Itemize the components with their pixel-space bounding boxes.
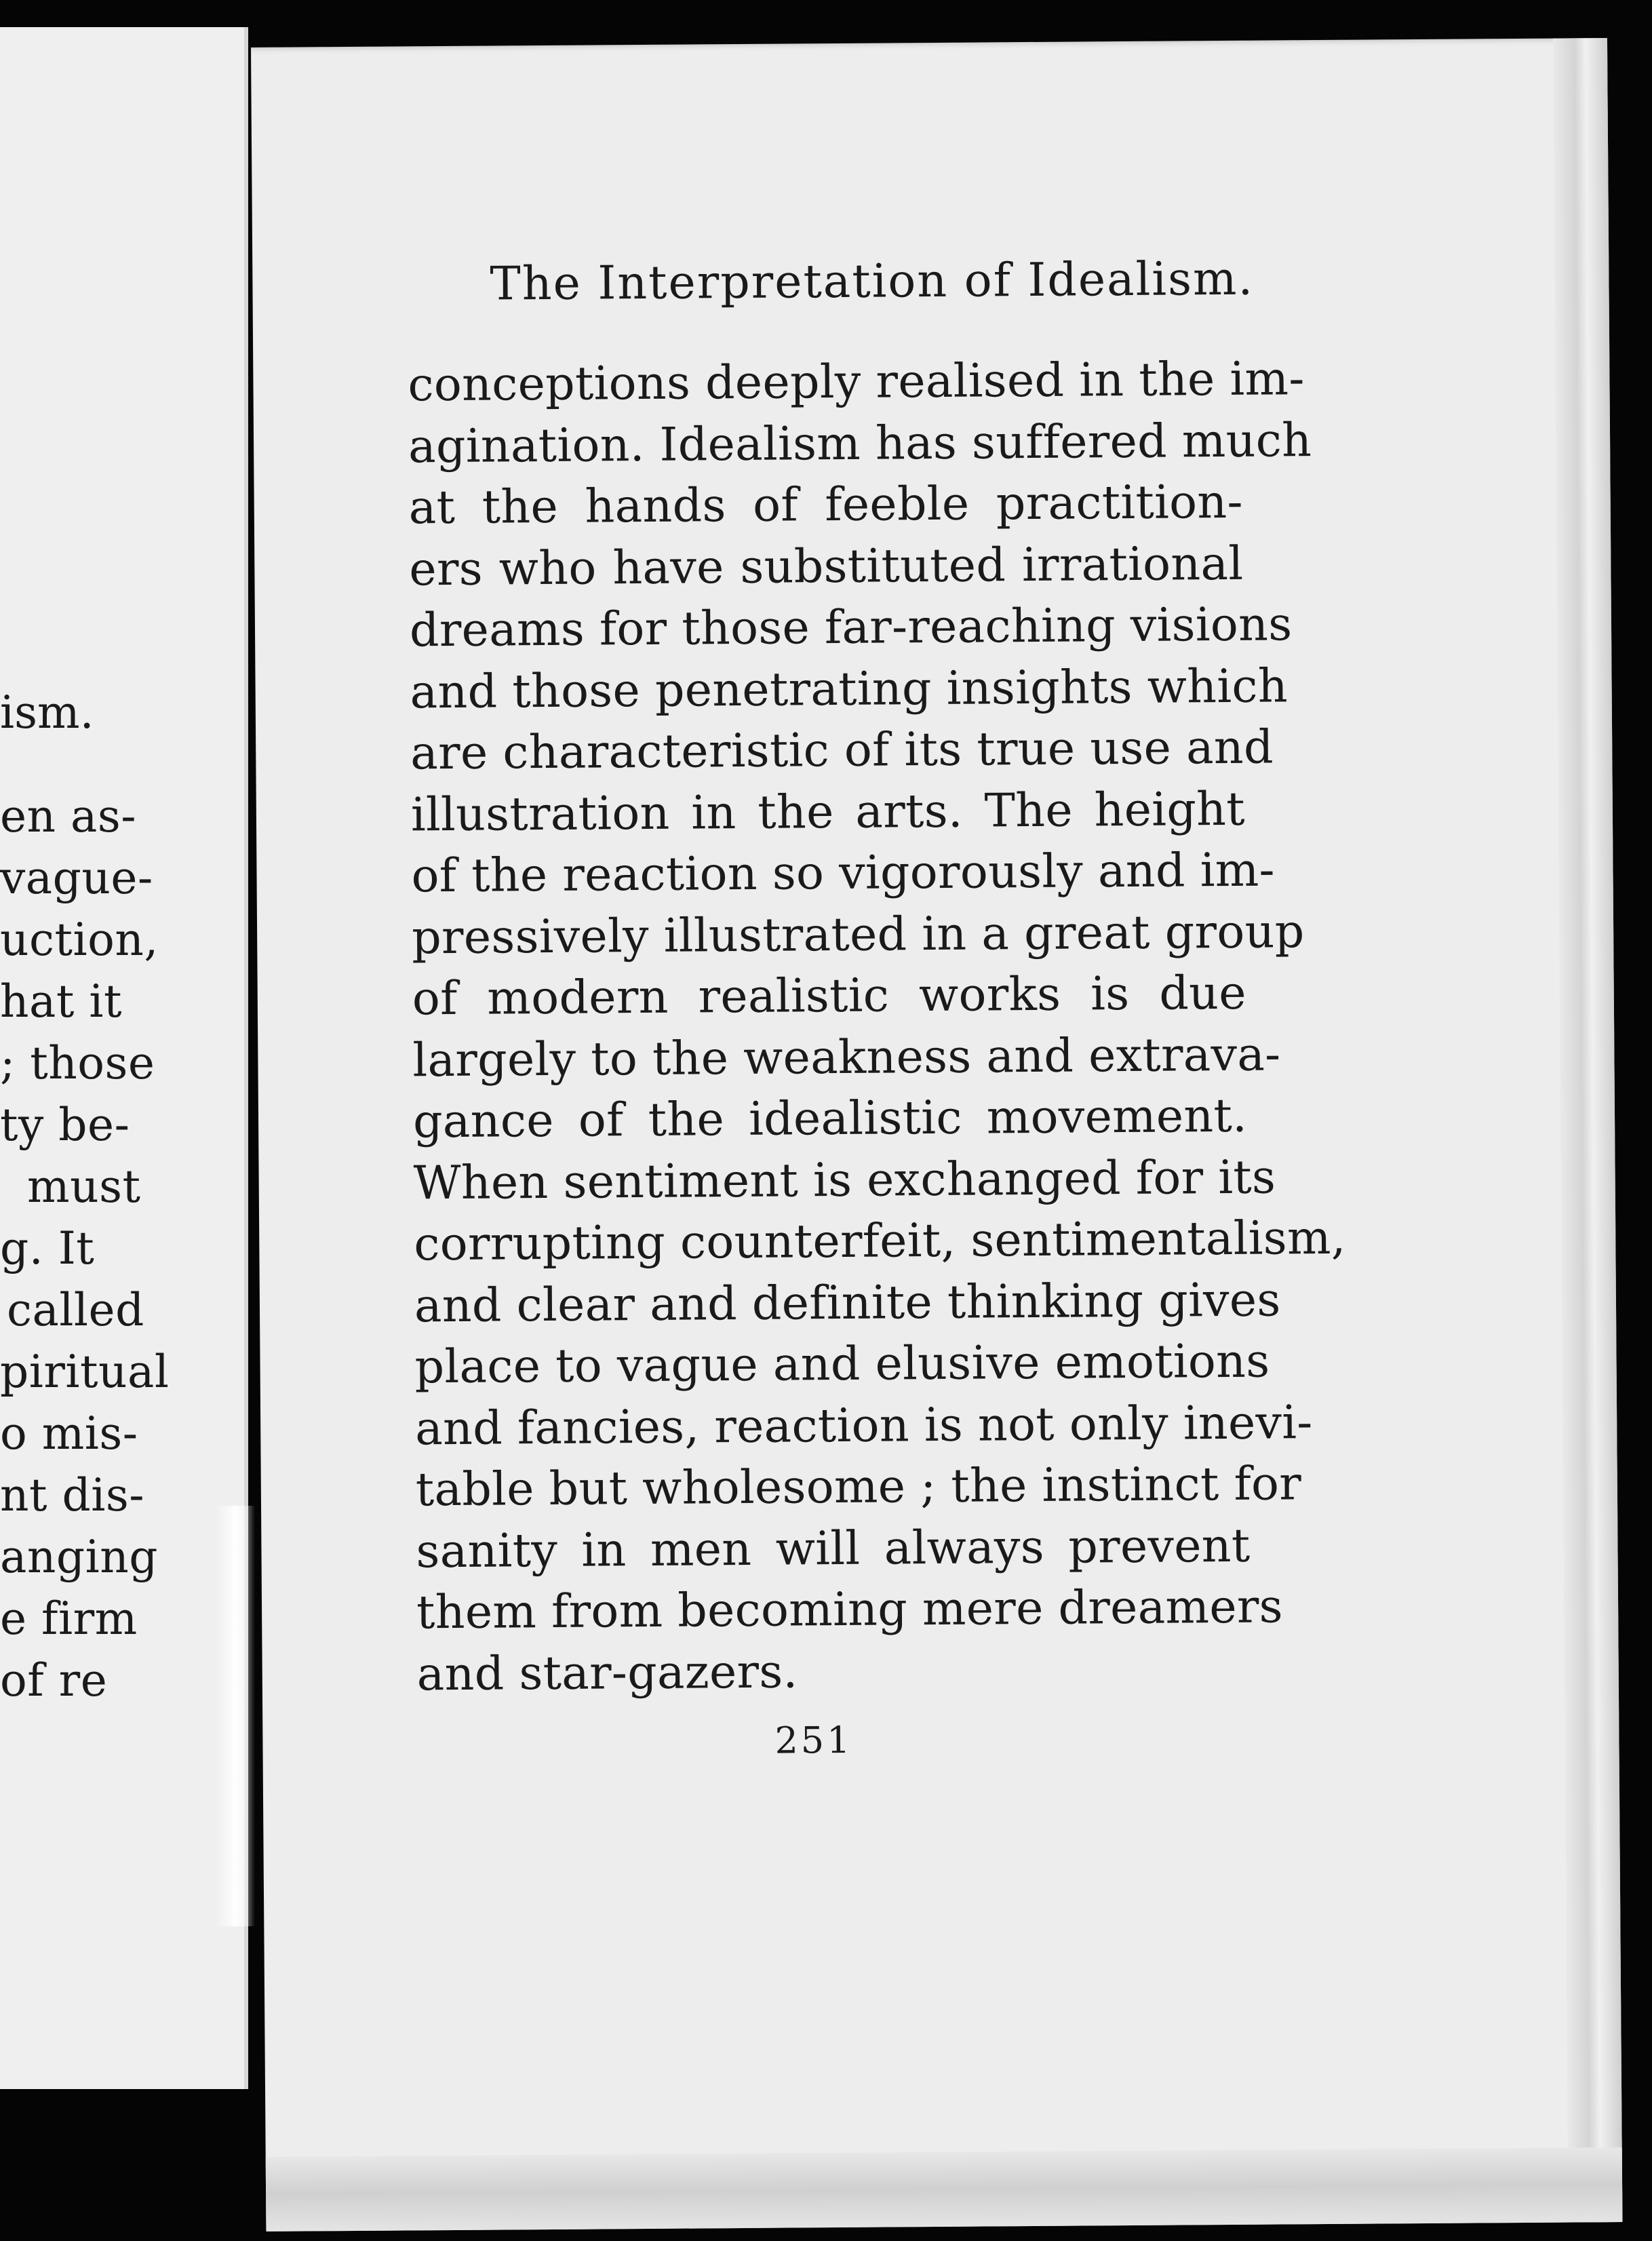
page-number: 251: [774, 1718, 853, 1762]
text-line: and clear and definite thinking gives: [414, 1272, 1281, 1333]
left-line: vague-: [0, 852, 153, 904]
left-line: e firm: [0, 1593, 138, 1645]
left-page-title-fragment: ism.: [0, 686, 94, 739]
left-page: [0, 27, 248, 2089]
left-line: g. It: [0, 1222, 95, 1274]
text-line: ers who have substituted irrational: [409, 537, 1244, 596]
text-line: agination. Idealism has suffered much: [408, 413, 1312, 473]
text-line: gance of the idealistic movement.: [412, 1089, 1248, 1149]
left-line: uction,: [0, 914, 159, 966]
text-line: and star-gazers.: [416, 1644, 798, 1701]
text-line: at the hands of feeble practition-: [408, 475, 1243, 535]
left-line: hat it: [0, 975, 122, 1028]
text-line: sanity in men will always prevent: [416, 1519, 1251, 1578]
text-line: When sentiment is exchanged for its: [413, 1150, 1276, 1210]
text-line: place to vague and elusive emotions: [414, 1334, 1270, 1395]
text-line: conceptions deeply realised in the im-: [408, 352, 1305, 412]
gutter-glare: [216, 1506, 255, 1926]
left-line: must: [27, 1161, 141, 1213]
left-line: nt dis-: [0, 1469, 145, 1521]
text-line: dreams for those far-reaching visions: [409, 598, 1293, 658]
text-line: them from becoming mere dreamers: [416, 1580, 1284, 1640]
left-line: ; those: [0, 1037, 155, 1089]
text-line: and those penetrating insights which: [410, 659, 1289, 719]
left-line: of re: [0, 1654, 108, 1707]
left-line: ty be-: [0, 1099, 130, 1151]
body-text: [408, 349, 1346, 1706]
text-line: corrupting counterfeit, sentimentalism,: [414, 1211, 1346, 1272]
left-line: anging: [0, 1531, 158, 1583]
left-line: piritual: [0, 1346, 170, 1398]
text-line: largely to the weakness and extrava-: [412, 1027, 1281, 1087]
page-edge-right: [1553, 38, 1622, 2222]
running-head: The Interpretation of Idealism.: [490, 252, 1255, 311]
text-line: of the reaction so vigorously and im-: [411, 843, 1276, 903]
left-line: o mis-: [0, 1407, 138, 1460]
text-line: of modern realistic works is due: [412, 966, 1247, 1026]
text-line: table but wholesome ; the instinct for: [415, 1457, 1302, 1517]
page-edge-bottom: [266, 2147, 1623, 2232]
left-line: called: [7, 1284, 144, 1336]
text-line: pressively illustrated in a great group: [411, 904, 1305, 964]
text-line: are characteristic of its true use and: [410, 720, 1274, 781]
text-line: illustration in the arts. The height: [410, 782, 1246, 842]
text-line: and fancies, reaction is not only inevi-: [414, 1395, 1313, 1456]
right-page: [251, 38, 1622, 2232]
left-line: en as-: [0, 790, 137, 842]
